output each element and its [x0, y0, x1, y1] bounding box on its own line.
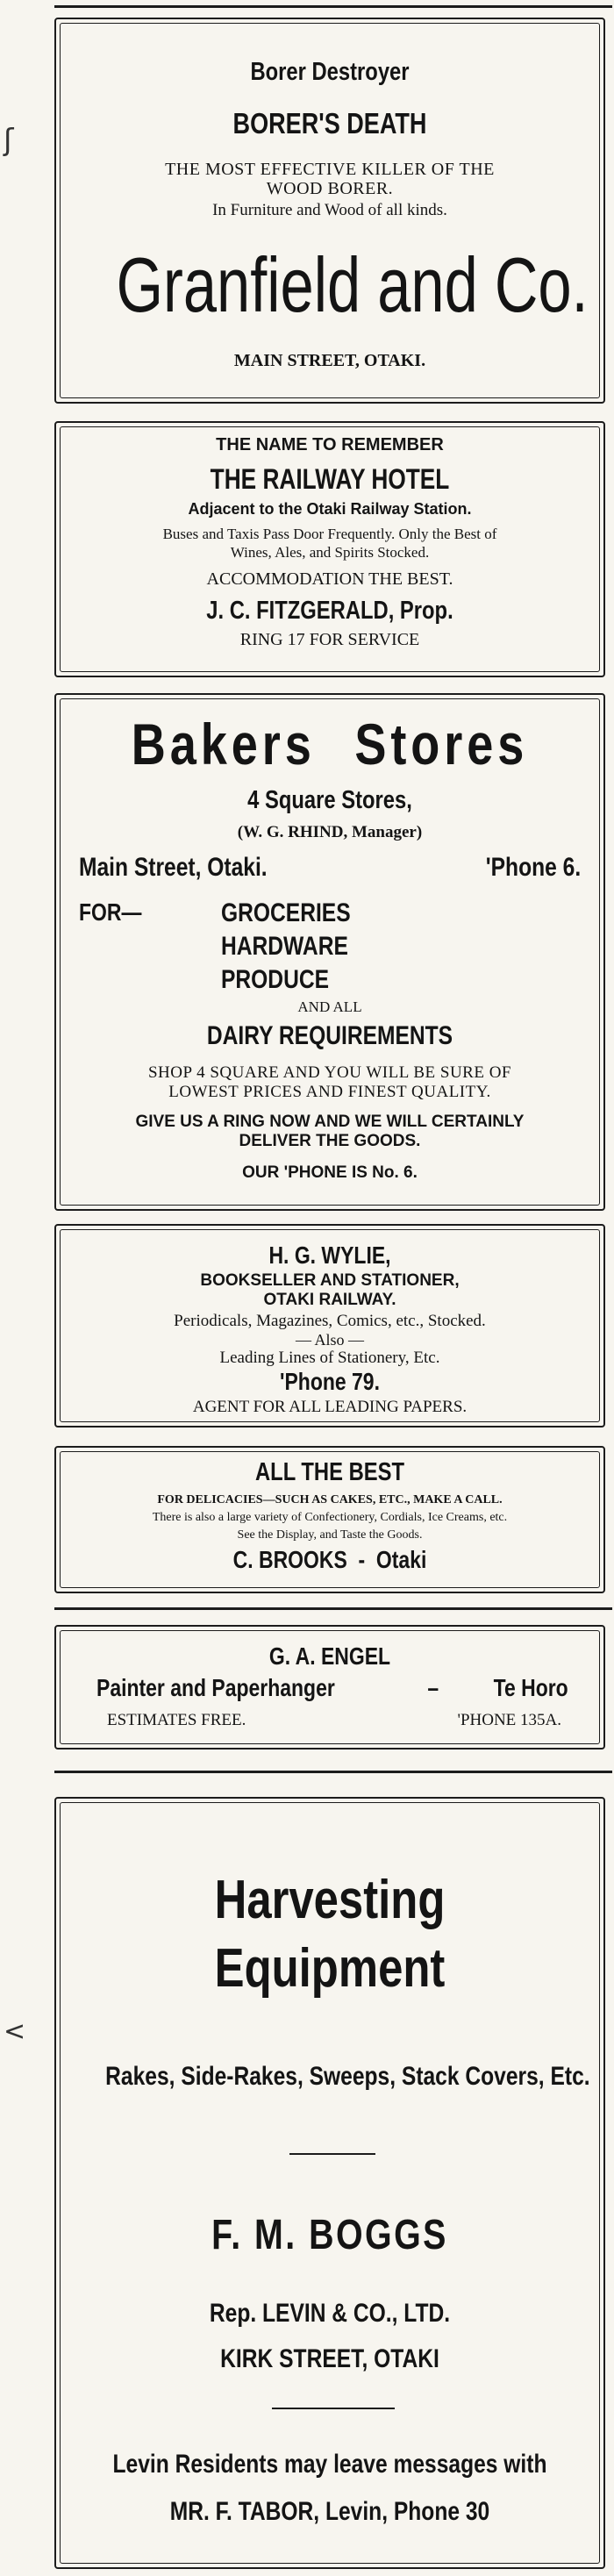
estimates-line: ESTIMATES FREE.	[107, 1711, 246, 1729]
variety-line: There is also a large variety of Confectionery, Cordials, Ice Creams, etc.	[152, 1511, 508, 1524]
bookseller-name: H. G. WYLIE,	[268, 1241, 391, 1269]
phone-line: RING 17 FOR SERVICE	[239, 630, 420, 649]
granfield-ad	[54, 18, 605, 404]
phone-number-line: OUR 'PHONE IS No. 6.	[242, 1163, 418, 1182]
railway-hotel-ad	[54, 421, 605, 677]
rep-line: Rep. LEVIN & CO., LTD.	[209, 2299, 451, 2328]
section-rule	[54, 1771, 612, 1773]
address-line: KIRK STREET, OTAKI	[220, 2344, 439, 2373]
engel-ad	[54, 1625, 605, 1750]
trade-line: BOOKSELLER AND STATIONER,	[200, 1271, 460, 1290]
goods-item: HARDWARE	[221, 932, 348, 961]
product-name: BORER'S DEATH	[232, 107, 427, 140]
stationery-line: Leading Lines of Stationery, Etc.	[219, 1349, 440, 1367]
for-label: FOR—	[79, 898, 142, 926]
margin-mark: <	[4, 2016, 26, 2047]
divider	[272, 2408, 395, 2409]
margin-mark: ʃ	[4, 123, 14, 158]
merchant-name: F. M. BOGGS	[211, 2212, 448, 2258]
harvesting-title: Harvesting	[214, 1870, 446, 1930]
address-line: MAIN STREET, OTAKI.	[233, 351, 426, 370]
dash: –	[427, 1674, 439, 1701]
stock-line: Periodicals, Magazines, Comics, etc., Stocked.	[174, 1312, 486, 1330]
place-line: Te Horo	[493, 1674, 568, 1701]
address-line: Main Street, Otaki.	[79, 853, 268, 882]
divider	[289, 2153, 375, 2155]
signature-line: C. BROOKS - Otaki	[232, 1546, 427, 1573]
trade-line: Painter and Paperhanger	[96, 1674, 335, 1701]
wylie-ad	[54, 1224, 605, 1428]
painter-name: G. A. ENGEL	[268, 1642, 391, 1670]
phone-line: 'PHONE 135A.	[457, 1711, 561, 1729]
promo-line: SHOP 4 SQUARE AND YOU WILL BE SURE OF	[147, 1063, 511, 1082]
ad-header: Borer Destroyer	[250, 58, 410, 86]
promo-line: DELIVER THE GOODS.	[239, 1132, 421, 1150]
top-rule	[54, 5, 612, 8]
services-line: Wines, Ales, and Spirits Stocked.	[230, 544, 430, 561]
goods-item: GROCERIES	[221, 898, 351, 927]
bakers-stores-ad	[54, 693, 605, 1211]
also-line: — Also —	[295, 1331, 364, 1349]
location-line: Adjacent to the Otaki Railway Station.	[188, 500, 472, 518]
display-line: See the Display, and Taste the Goods.	[237, 1528, 423, 1542]
store-name: Bakers Stores	[131, 712, 529, 776]
brooks-ad	[54, 1446, 605, 1593]
proprietor-line: J. C. FITZGERALD, Prop.	[206, 597, 453, 625]
tagline-line: WOOD BORER.	[266, 179, 394, 198]
equipment-title: Equipment	[214, 1938, 446, 1999]
phone-line: 'Phone 79.	[280, 1368, 380, 1395]
ad-header: ALL THE BEST	[255, 1458, 404, 1486]
section-rule	[54, 1607, 612, 1610]
tagline-line: THE MOST EFFECTIVE KILLER OF THE	[165, 160, 495, 179]
hotel-name: THE RAILWAY HOTEL	[210, 463, 450, 495]
ad-header: THE NAME TO REMEMBER	[216, 435, 444, 454]
services-line: Buses and Taxis Pass Door Frequently. Only the Best of	[162, 526, 497, 542]
levin-line: Levin Residents may leave messages with	[112, 2450, 547, 2479]
dairy-line: DAIRY REQUIREMENTS	[206, 1021, 453, 1050]
agent-line: AGENT FOR ALL LEADING PAPERS.	[192, 1398, 468, 1416]
company-name: Granfield and Co.	[116, 241, 589, 328]
promo-line: LOWEST PRICES AND FINEST QUALITY.	[168, 1083, 491, 1101]
usage-line: In Furniture and Wood of all kinds.	[212, 201, 447, 219]
equipment-items: Rakes, Side-Rakes, Sweeps, Stack Covers, Etc.	[105, 2062, 590, 2091]
phone-line: 'Phone 6.	[485, 853, 581, 882]
accommodation-line: ACCOMMODATION THE BEST.	[206, 569, 453, 589]
tabor-line: MR. F. TABOR, Levin, Phone 30	[169, 2497, 490, 2526]
manager-line: (W. G. RHIND, Manager)	[237, 823, 423, 841]
promo-line: GIVE US A RING NOW AND WE WILL CERTAINLY	[135, 1113, 525, 1131]
boggs-ad	[54, 1797, 605, 2569]
delicacies-line: FOR DELICACIES—SUCH AS CAKES, ETC., MAKE A CALL.	[157, 1493, 503, 1506]
store-subtitle: 4 Square Stores,	[247, 786, 412, 814]
and-all-line: AND ALL	[297, 998, 362, 1015]
location-line: OTAKI RAILWAY.	[263, 1291, 396, 1309]
goods-item: PRODUCE	[221, 965, 330, 994]
